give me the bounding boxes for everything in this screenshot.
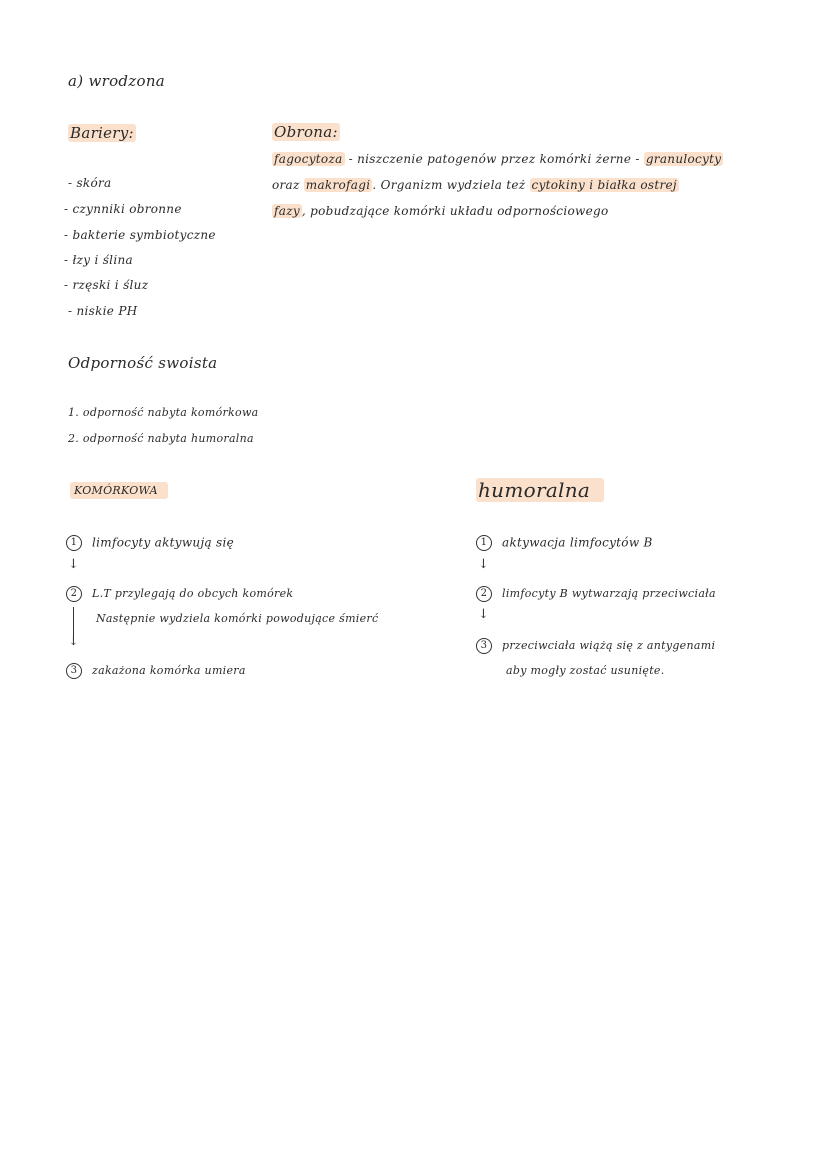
swoista-title: Odporność swoista <box>68 354 218 372</box>
komorkowa-step-2b: Następnie wydziela komórki powodujące śmierć <box>96 612 379 625</box>
obrona-text: oraz <box>272 178 304 192</box>
komorkowa-step-1 <box>66 535 234 551</box>
down-arrow-icon: ↓ <box>478 607 489 622</box>
down-arrow-icon: ↓ <box>68 557 79 572</box>
bariery-title <box>68 124 136 142</box>
obrona-text: . Organizm wydziela też <box>372 178 530 192</box>
obrona-line-3 <box>272 204 608 218</box>
term-cytokiny: cytokiny i białka ostrej <box>531 178 677 192</box>
step-number-2: 2 <box>476 586 492 602</box>
humoralna-title <box>476 478 604 502</box>
bariery-item: - czynniki obronne <box>64 202 182 216</box>
humoralna-step-text: przeciwciała wiążą się z antygenami <box>502 639 716 652</box>
komorkowa-step-2 <box>66 586 293 602</box>
term-fagocytoza: fagocytoza <box>274 152 343 166</box>
step-number-1: 1 <box>66 535 82 551</box>
humoralna-step-3 <box>476 638 715 654</box>
komorkowa-title <box>70 484 168 497</box>
komorkowa-step-text: zakażona komórka umiera <box>92 664 246 677</box>
term-granulocyty: granulocyty <box>645 152 722 166</box>
humoralna-step-1 <box>476 535 653 551</box>
term-makrofagi: makrofagi <box>305 178 371 192</box>
down-arrow-icon: ↓ <box>478 557 489 572</box>
humoralna-step-2 <box>476 586 716 602</box>
step-number-3: 3 <box>66 663 82 679</box>
komorkowa-step-text: L.T przylegają do obcych komórek <box>92 587 294 600</box>
bariery-item: - bakterie symbiotyczne <box>64 228 216 242</box>
obrona-title <box>272 123 340 141</box>
bariery-item: - rzęski i śluz <box>64 278 149 292</box>
step-number-1: 1 <box>476 535 492 551</box>
obrona-line-1 <box>272 152 723 166</box>
humoralna-step-text: limfocyty B wytwarzają przeciwciała <box>502 587 716 600</box>
komorkowa-title-text: KOMÓRKOWA <box>70 482 168 499</box>
humoralna-title-text: humoralna <box>476 478 604 502</box>
bariery-item: - skóra <box>68 176 112 190</box>
obrona-line-2 <box>272 178 679 192</box>
bariery-title-text: Bariery: <box>70 124 134 142</box>
page-heading: a) wrodzona <box>68 72 166 90</box>
step-number-3: 3 <box>476 638 492 654</box>
humoralna-step-text: aktywacja limfocytów B <box>502 535 653 550</box>
down-arrow-icon: ↓ <box>68 634 79 649</box>
term-fazy: fazy <box>274 204 300 218</box>
komorkowa-step-3 <box>66 663 246 679</box>
step-number-2: 2 <box>66 586 82 602</box>
obrona-text: , pobudzające komórki układu odpornościowego <box>301 204 609 218</box>
swoista-item: 1. odporność nabyta komórkowa <box>68 406 259 419</box>
obrona-text: - niszczenie patogenów przez komórki żerne - <box>344 152 644 166</box>
obrona-title-text: Obrona: <box>274 123 338 141</box>
swoista-item: 2. odporność nabyta humoralna <box>68 432 254 445</box>
komorkowa-step-text: limfocyty aktywują się <box>92 535 235 550</box>
bariery-item: - niskie PH <box>68 304 138 318</box>
humoralna-step-3b: aby mogły zostać usunięte. <box>506 664 665 677</box>
bariery-item: - łzy i ślina <box>64 253 133 267</box>
